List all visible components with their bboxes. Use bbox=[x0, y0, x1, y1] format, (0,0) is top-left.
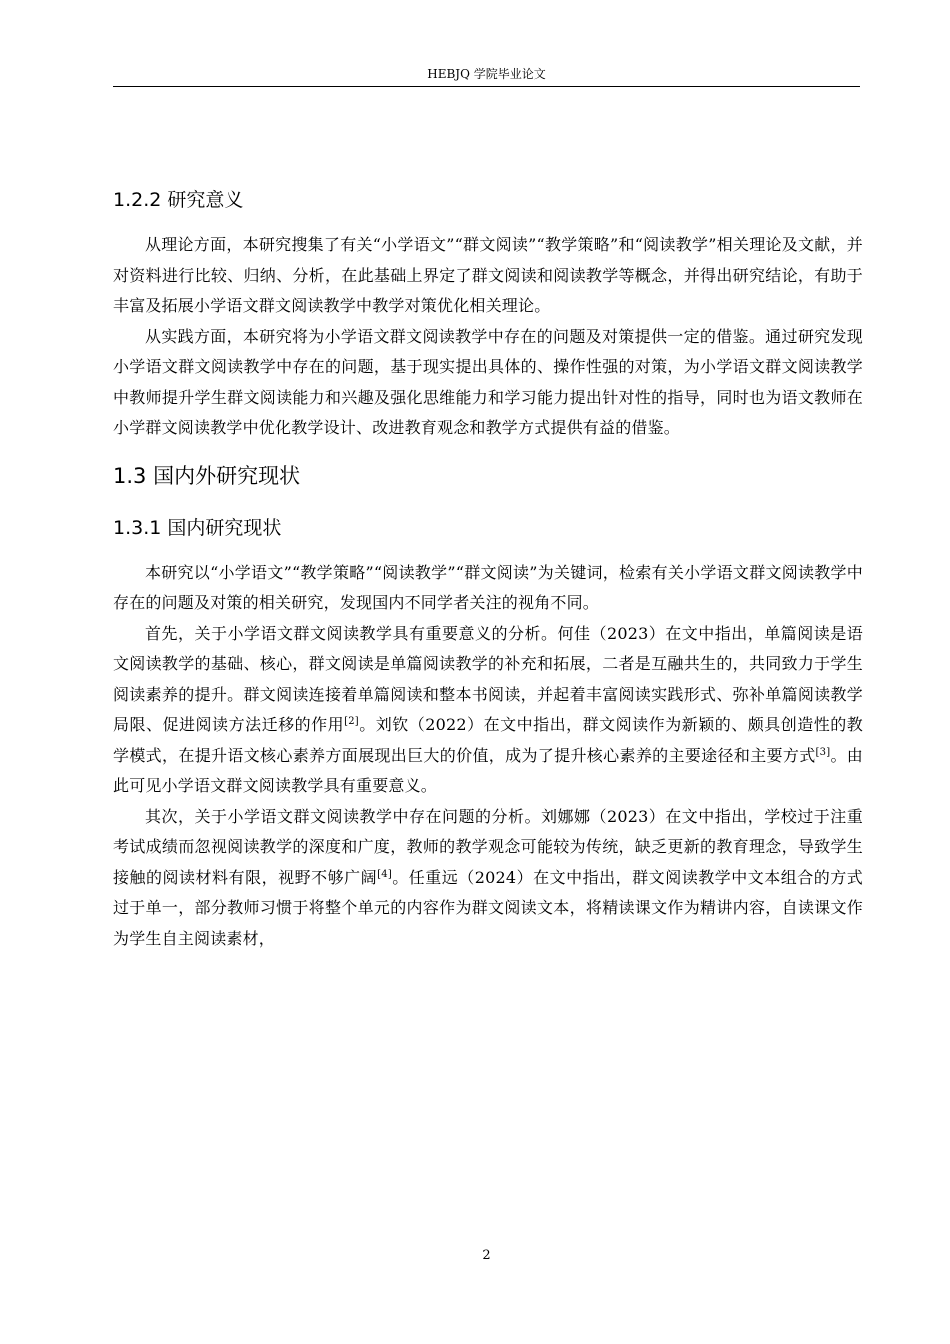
text-run: 。由此可见小学语文群文阅读教学具有重要意义。 bbox=[113, 745, 863, 795]
paragraph-theory: 从理论方面，本研究搜集了有关“小学语文”“群文阅读”“教学策略”和“阅读教学”相关理论及文献，并对资料进行比较、归纳、分析，在此基础上界定了群文阅读和阅读教学等概念，并得出研究结论，有助于丰富及拓展小学语文群文阅读教学中教学对策优化相关理论。 bbox=[113, 235, 863, 315]
text-run: 其次，关于小学语文群文阅读教学中存在问题的分析。刘娜娜（2023）在文中指出，学校过于注重考试成绩而忽视阅读教学的深度和广度，教师的教学观念可能较为传统，缺乏更新的教育理念，导致学生接触的阅读材料有限，视野不够广阔 bbox=[113, 806, 863, 887]
running-header: HEBJQ 学院毕业论文 bbox=[427, 67, 546, 81]
paragraph-keywords: 本研究以“小学语文”“教学策略”“阅读教学”“群文阅读”为关键词，检索有关小学语文群文阅读教学中存在的问题及对策的相关研究，发现国内不同学者关注的视角不同。 bbox=[113, 562, 863, 612]
heading-1-2-2: 1.2.2 研究意义 bbox=[113, 189, 244, 211]
heading-1-3-1: 1.3.1 国内研究现状 bbox=[113, 516, 282, 539]
text-run: 首先，关于小学语文群文阅读教学具有重要意义的分析。何佳（2023）在文中指出，单篇阅读是语文阅读教学的基础、核心，群文阅读是单篇阅读教学的补充和拓展，二者是互融共生的，共同致力于学生阅读素养的提升。群文阅读连接着单篇阅读和整本书阅读，并起着丰富阅读实践形式、弥补单篇阅读教学局限、促进阅读方法迁移的作用 bbox=[113, 623, 863, 734]
citation-4: [4] bbox=[377, 868, 392, 880]
paragraph-practice: 从实践方面，本研究将为小学语文群文阅读教学中存在的问题及对策提供一定的借鉴。通过研究发现小学语文群文阅读教学中存在的问题，基于现实提出具体的、操作性强的对策，为小学语文群文阅读教学中教师提升学生群文阅读能力和兴趣及强化思维能力和学习能力提出针对性的指导，同时也为语文教师在小学群文阅读教学中优化教学设计、改进教育观念和教学方式提供有益的借鉴。 bbox=[113, 326, 863, 437]
heading-1-3: 1.3 国内外研究现状 bbox=[113, 463, 301, 488]
citation-3: [3] bbox=[815, 746, 831, 758]
header-rule bbox=[113, 86, 860, 87]
page-number: 2 bbox=[482, 1248, 491, 1263]
citation-2: [2] bbox=[344, 716, 359, 727]
paragraph-problems bbox=[113, 802, 863, 955]
page-body bbox=[113, 180, 863, 954]
paragraph-significance bbox=[113, 619, 863, 802]
text-run: 。任重远（2024）在文中指出，群文阅读教学中文本组合的方式过于单一，部分教师习惯于将整个单元的内容作为群文阅读文本，将精读课文作为精讲内容，自读课文作为学生自主阅读素材， bbox=[113, 867, 863, 948]
text-run: 。刘钦（2022）在文中指出，群文阅读作为新颖的、颇具创造性的教学模式，在提升语文核心素养方面展现出巨大的价值，成为了提升核心素养的主要途径和主要方式 bbox=[113, 715, 863, 765]
